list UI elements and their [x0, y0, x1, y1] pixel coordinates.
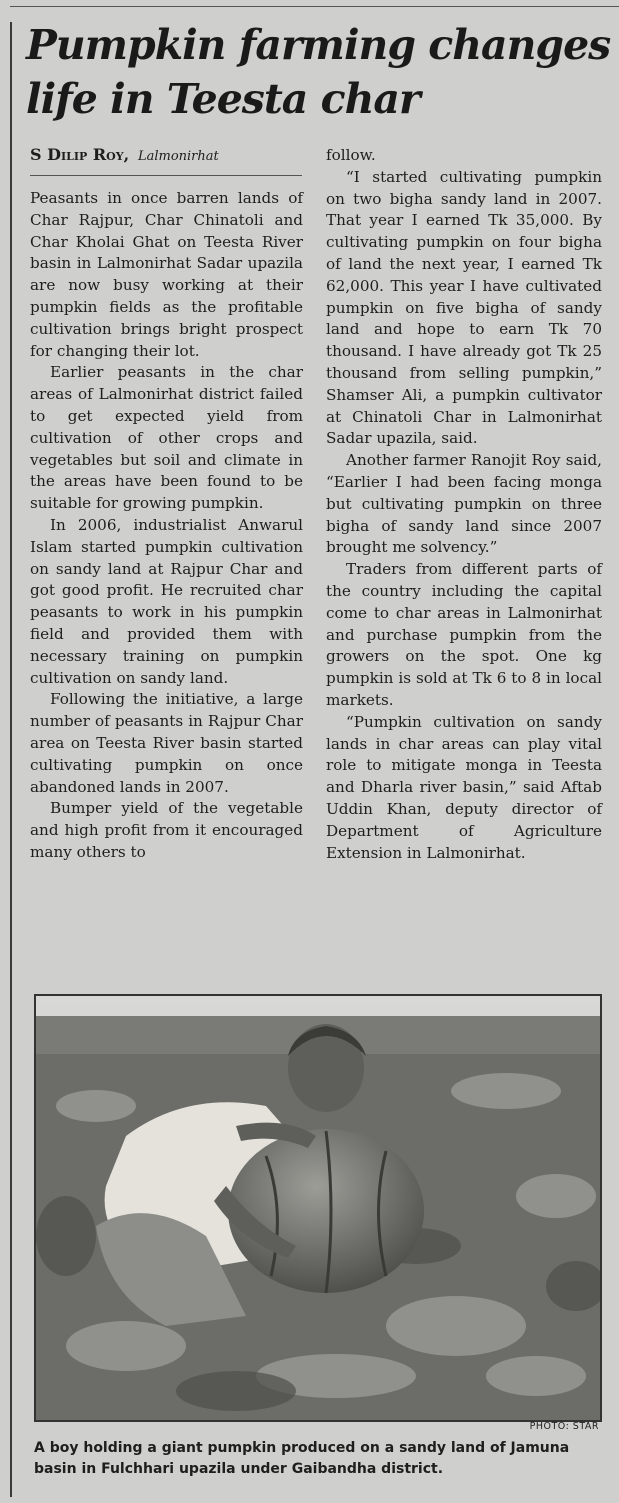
paragraph: follow.: [326, 146, 376, 164]
headline: [26, 18, 616, 126]
paragraph: “Pumpkin cultivation on sandy lands in char areas can play vital role to mitigate monga in Teesta and Dharla river basin,” said Aftab Uddin Khan, deputy director of Department of Agriculture Extension in Lalmonirhat.: [326, 712, 602, 862]
top-rule: [10, 6, 619, 7]
headline-line-1: Pumpkin farming changes: [26, 21, 611, 69]
paragraph: Traders from different parts of the country including the capital come to char areas in Lalmonirhat and purchase pumpkin from the growers on the spot. One kg pumpkin is sold at Tk 6 to 8 in local markets.: [326, 560, 602, 709]
paragraph: Peasants in once barren lands of Char Rajpur, Char Chinatoli and Char Kholai Ghat on Teesta River basin in Lalmonirhat Sadar upazila are now busy working at their pumpkin fields as the profitable cultivation brings bright prospect for changing their lot.: [30, 189, 303, 360]
article-column-1: [30, 188, 303, 864]
headline-line-2: life in Teesta char: [26, 75, 420, 123]
photo-caption: A boy holding a giant pumpkin produced on a sandy land of Jamuna basin in Fulchhari upazila under Gaibandha district.: [34, 1440, 570, 1477]
photo-illustration: [36, 996, 600, 1420]
paragraph: Earlier peasants in the char areas of Lalmonirhat district failed to get expected yield from cultivation of other crops and vegetables but soil and climate in the areas have been found to be suitable for growing pumpkin.: [30, 363, 303, 513]
byline-author: S Dilip Roy,: [30, 145, 130, 164]
paragraph: Another farmer Ranojit Roy said, “Earlier I had been facing monga but cultivating pumpkin on three bigha of sandy land since 2007 brought me solvency.”: [326, 451, 602, 557]
article-column-2: [326, 145, 602, 864]
news-photo: [34, 994, 602, 1422]
paragraph: In 2006, industrialist Anwarul Islam started pumpkin cultivation on sandy land at Rajpur Char and got good profit. He recruited char peasants to work in his pumpkin field and provided them with necessary training on pumpkin cultivation on sandy land.: [30, 515, 303, 687]
byline-location: Lalmonirhat: [137, 149, 219, 164]
paragraph: “I started cultivating pumpkin on two bigha sandy land in 2007. That year I earned Tk 35,000. By cultivating pumpkin on four bigha of land the next year, I earned Tk 62,000. This year I have cultivated pumpkin on five bigha of sandy land and hope to earn Tk 70 thousand. I have already got Tk 25 thousand from selling pumpkin,” Shamser Ali, a pumpkin cultivator at Chinatoli Char in Lalmonirhat Sadar upazila, said.: [326, 167, 602, 448]
paragraph: Bumper yield of the vegetable and high profit from it encouraged many others to: [30, 799, 303, 861]
paragraph: Following the initiative, a large number of peasants in Rajpur Char area on Teesta River basin started cultivating pumpkin on once abandoned lands in 2007.: [30, 690, 303, 796]
byline: [30, 144, 219, 168]
photo-credit: PHOTO: STAR: [529, 1421, 599, 1432]
byline-rule: [30, 175, 302, 176]
column-rule: [10, 22, 12, 1497]
